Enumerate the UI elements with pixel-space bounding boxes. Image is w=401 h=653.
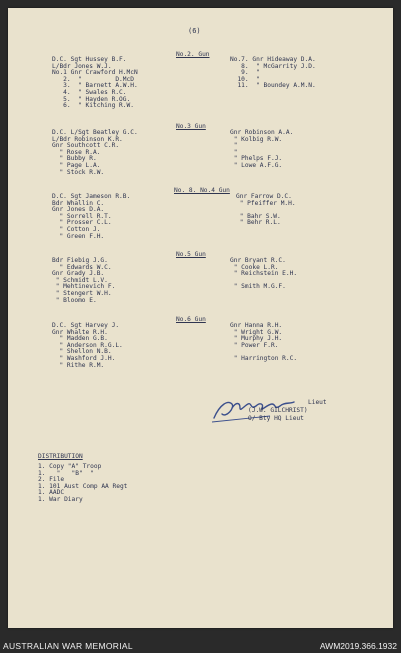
text-line: " Lowe A.F.G. [230,161,283,169]
text-line: " Smith M.G.F. [230,283,286,291]
text-line: " Prosser C.L. [52,219,112,227]
text-line: Gnr Grady J.B. [52,270,105,278]
text-line: " Behr R.L. [236,219,281,227]
text-line: Bdr Fiebig J.G. [52,257,108,264]
text-line: " Shellon N.B. [52,348,112,356]
text-line: " [230,148,242,156]
text-line: " Rithe R.M. [52,361,105,369]
document-page [8,8,393,628]
distribution-title: DISTRIBUTION [38,453,83,460]
text-line: " Page L.A. [52,161,101,169]
crew-block-gun4-right [236,194,296,227]
text-line: " Bloomo E. [52,296,97,304]
text-line: 2. File [38,476,65,484]
text-line: " Sorrell R.T. [52,212,112,220]
footer-reference: AWM2019.366.1932 [319,641,397,651]
text-line: 10. " [230,75,264,83]
text-line: Gnr Hanna R.H. [230,322,283,329]
text-line: 6. " Kitching R.W. [52,102,134,110]
text-line: D.C. Sgt Harvey J. [52,322,120,329]
text-line: " Stengert W.H. [52,289,112,297]
text-line: " Kolbig R.W. [230,135,283,143]
signature-title: O/ Bty HQ Lieut [248,415,304,422]
crew-block-gun5-left [52,258,115,304]
footer-institution: AUSTRALIAN WAR MEMORIAL [3,641,133,651]
text-line: " Pfeiffer M.H. [236,199,296,207]
distribution-list [38,464,127,504]
text-line: Gnr Robinson A.A. [230,129,294,136]
crew-block-gun2-right [230,57,316,90]
text-line: Gnr Southcott C.R. [52,142,120,150]
text-line: D.C. Sgt Jameson R.B. [52,193,131,200]
text-line: " Schmidt L.V. [52,276,108,284]
header-gun-3: No.3 Gun [176,123,206,130]
crew-block-gun6-left [52,323,123,369]
text-line: D.C. Sgt Hussey B.F. [52,56,127,63]
text-line: 1. Copy "A" Troop [38,463,102,470]
text-line: " Cooke L.R. [230,263,279,271]
text-line: 9. " [230,69,264,77]
text-line: 5. " Hayden R.OG. [52,95,131,103]
crew-block-gun4-left [52,194,130,240]
header-gun-6: No.6 Gun [176,316,206,323]
text-line: 2. " D.McD [52,75,134,83]
text-line: " Mehtinevich F. [52,283,116,291]
text-line: " Power F.R. [230,341,279,349]
text-line: Gnr Farrow D.C. [236,193,292,200]
crew-block-gun5-right [230,258,297,291]
header-gun-2: No.2. Gun [176,51,210,58]
text-line: L/Bdr Jones W.J. [52,62,112,70]
text-line: " Edwards W.C. [52,263,112,271]
text-line: 1. 101 Aust Comp AA Regt [38,482,128,490]
text-line: D.C. L/Sgt Beatley G.C. [52,129,138,136]
signature-name: (J.W. GILCHRIST) [248,407,308,414]
text-line: " Reichstein E.H. [230,270,298,278]
text-line: " Rose R.A. [52,148,101,156]
header-gun-4: No. 8. No.4 Gun [174,187,230,194]
text-line: 1. War Diary [38,495,83,503]
crew-block-gun2-left [52,57,138,110]
text-line: " Bubby R. [52,155,97,163]
text-line: No.1 Gnr Crawford H.McN [52,69,138,77]
text-line: " Harrington R.C. [230,354,298,362]
text-line: " Wright G.W. [230,328,283,336]
text-line: Gnr Bryant R.C. [230,257,286,264]
header-gun-5: No.5 Gun [176,251,206,258]
text-line: " Bahr S.W. [236,212,281,220]
text-line: 11. " Boundey A.M.N. [230,82,316,90]
crew-block-gun3-left [52,130,138,176]
page-number: (6) [188,27,201,35]
text-line: 1. AADC [38,489,65,497]
text-line: 8. " McGarrity J.D. [230,62,316,70]
signature-rank: Lieut [308,399,327,406]
text-line: " [230,142,242,150]
crew-block-gun3-right [230,130,293,170]
text-line: 4. " Swales R.C. [52,88,127,96]
text-line: No.7. Gnr Hideaway D.A. [230,56,316,63]
text-line: " Washford J.H. [52,354,116,362]
text-line: " Stock R.W. [52,168,105,176]
text-line: " Green F.H. [52,232,105,240]
text-line: " Murphy J.H. [230,335,283,343]
text-line: " Cotton J. [52,225,101,233]
text-line: " Phelps F.J. [230,155,283,163]
text-line: " Anderson R.G.L. [52,341,123,349]
text-line: Bdr Whallin C. [52,199,105,207]
footer-bar [0,632,401,653]
text-line: Gnr Whalte R.H. [52,328,108,336]
text-line: 1. " "B" " [38,469,94,477]
crew-block-gun6-right [230,323,297,363]
text-line: Gnr Jones D.A. [52,206,105,214]
text-line: 3. " Barnett A.W.H. [52,82,138,90]
text-line: " Madden G.B. [52,335,108,343]
text-line: L/Bdr Robinson K.R. [52,135,123,143]
